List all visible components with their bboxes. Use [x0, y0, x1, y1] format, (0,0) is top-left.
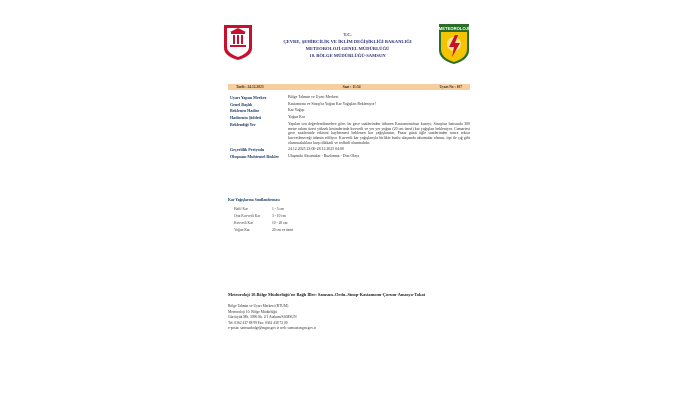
- field-value: Bölge Tahmin ve Uyarı Merkezi: [288, 95, 339, 99]
- issue-time: Saat : 11:54: [342, 85, 361, 89]
- field-value: Kastamonu ve Sinop'ta Yoğun Kar Yağışları Bekleniyor!: [288, 101, 377, 106]
- field-center: [230, 95, 470, 100]
- issue-date: Tarih : 24.12.2025: [236, 85, 264, 89]
- header-line: T.C.: [343, 32, 352, 37]
- classification-value: 1 - 3 cm: [272, 207, 284, 211]
- header-line: METEOROLOJİ GENEL MÜDÜRLÜĞÜ: [305, 46, 390, 51]
- header-line: ÇEVRE, ŞEHİRCİLİK VE İKLİM DEĞİŞİKLİĞİ BAKANLIĞI: [283, 39, 412, 44]
- document-header: [260, 31, 435, 59]
- footer-line: Meteoroloji 10. Bölge Müdürlüğü: [228, 309, 277, 314]
- field-value: Yoğun Kar: [288, 115, 306, 120]
- classification-row: [228, 228, 348, 232]
- classification-row: [228, 214, 348, 218]
- classification-row: [228, 207, 348, 211]
- classification-label: Hafif Kar: [234, 207, 248, 211]
- field-value: 24.12.2025 23:00-28.12.2025 04:00: [288, 147, 344, 152]
- field-risks: [230, 154, 470, 159]
- classification-value: 10 - 20 cm: [272, 221, 288, 225]
- warning-fields: [230, 95, 470, 161]
- footer-line: Gürcüyük Mh. 3096 Sk. 2/1 Atakum/SAMSUN: [228, 315, 297, 320]
- field-label: Geçerlilik Periyodu: [230, 147, 265, 153]
- field-value: Ulaşımda Aksamalar - Buzlanma - Don Olayı: [288, 154, 360, 159]
- field-location: [230, 122, 470, 146]
- classification-value: 3 - 10 cm: [272, 214, 286, 218]
- field-severity: [230, 115, 470, 120]
- field-label: Oluşması Muhtemel Riskler: [230, 154, 280, 160]
- classification-row: [228, 221, 348, 225]
- field-label: Uyarı Yapan Merkez: [230, 95, 267, 100]
- ministry-logo: [220, 22, 256, 62]
- meteoroloji-logo: [437, 22, 471, 66]
- contact-footer: [228, 304, 428, 332]
- header-line: 10. BÖLGE MÜDÜRLÜĞÜ-SAMSUN: [309, 53, 386, 58]
- field-label: Hadisenin Şiddeti: [230, 115, 262, 121]
- field-label: Beklenen Hadise: [230, 108, 260, 114]
- field-label: Genel Başlık: [230, 101, 253, 107]
- footer-line: e-posta: samsunbolge@mgm.gov.tr web: samsun.mgm.gov.tr: [228, 326, 316, 331]
- classification-value: 20 cm ve üzeri: [272, 228, 294, 232]
- footer-line: Tel: 0362 437 88 99 Fax: 0362 438 72 00: [228, 320, 288, 325]
- field-event: [230, 108, 470, 113]
- classification-title: Kar Yağışlarına Sınıflandırması: [228, 198, 280, 202]
- classification-label: Yoğun Kar: [234, 228, 250, 232]
- field-label: Beklendiği Yer: [230, 121, 256, 127]
- field-validity: [230, 147, 470, 152]
- warning-number: Uyarı No : 107: [439, 85, 462, 89]
- info-bar: [228, 84, 470, 90]
- classification-label: Orta Kuvvetli Kar: [234, 214, 261, 218]
- footer-line: Bölge Tahmin ve Uyarı Merkezi (BTUM): [228, 304, 289, 308]
- warning-document: [190, 0, 500, 415]
- snow-classification: [228, 198, 348, 235]
- footer-heading: Meteoroloji 10.Bölge Müdürlüğü'ne Bağlı İller: Samsun–Ordu–Sinop-Kastamonu-Çorum-Amasya-Tokat: [228, 292, 426, 297]
- classification-label: Kuvvetli Kar: [234, 221, 253, 225]
- logo-wordmark: METEOROLOJİ: [438, 26, 470, 31]
- field-value: Kar Yağışı: [288, 108, 305, 113]
- field-title: [230, 102, 470, 107]
- field-value: Yapılan son değerlendirmelere göre; bu gece saatlerinden itibaren Kastamonu'nun kuzeyi, Sinop'un batısında 300 metre rakım üzeri yüksek kesimlerinde kuvvetli ve yer yer yoğun (20 cm üzeri) kar yağışları bekleniyor. Cumartesi gece saatlerinde etkisini kaybetmesi beklenen kar yağışlarının, Pazar günü öğle saatlerinden sonra tekrar kuvvetleneceği tahmin ediliyor. Kuvvetli kar yağışlarıyla birlikte buzlu ulaşımda aksamalar olması, tipi ile çığ gibi olumsuzluklara karşı dikkatli ve tedbirli olunmalıdır.: [288, 121, 470, 145]
